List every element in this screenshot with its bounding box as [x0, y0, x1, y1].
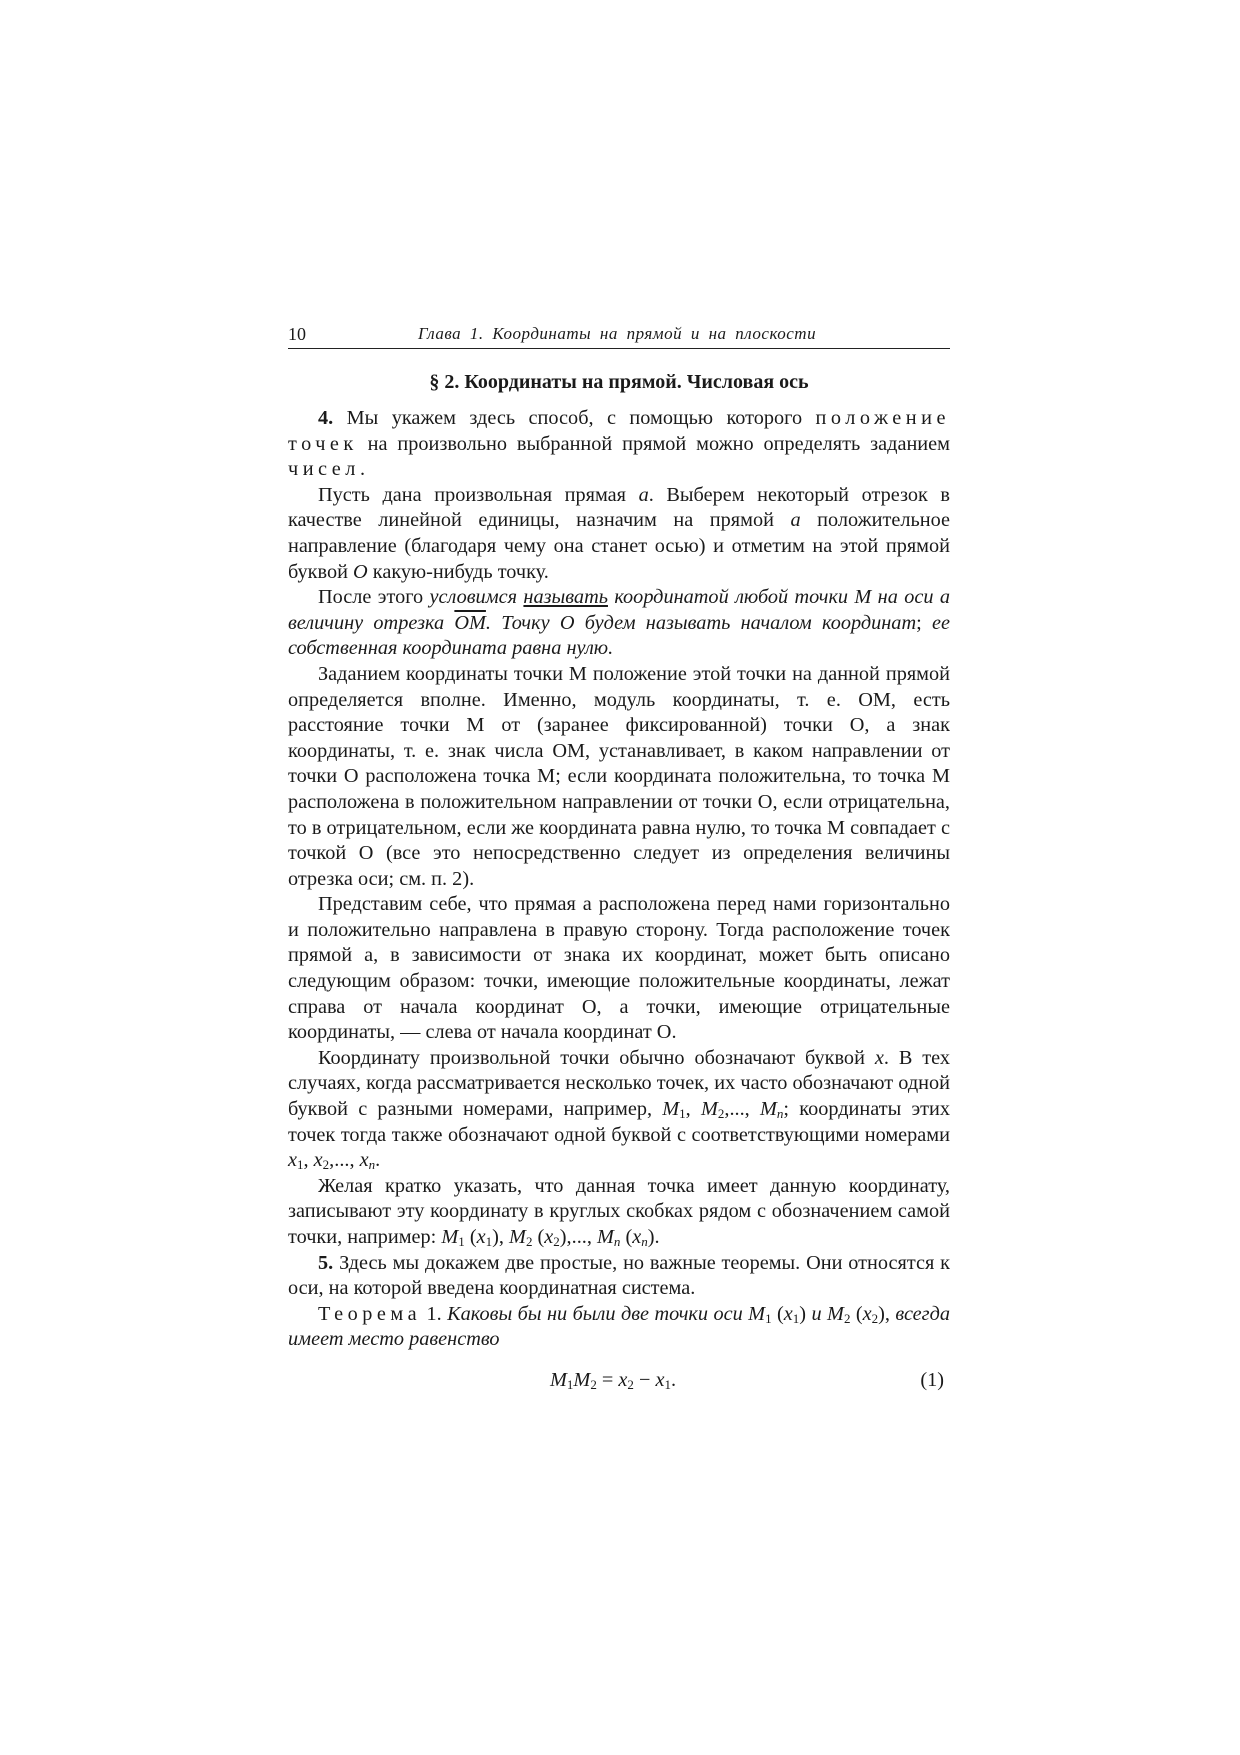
- paragraph-horizontal-line: Представим себе, что прямая a расположена перед нами горизонтально и положительно направлена в правую сторону. Тогда расположение точек прямой a, в зависимости от знака их координат, может быть описано следующим образом: точки, имеющие положительные координаты, лежат справа от начала координат O, а точки, имеющие отрицательные координаты, — слева от начала координат O.: [288, 893, 950, 1044]
- paragraph-coordinate-meaning: Заданием координаты точки M положение этой точки на данной прямой определяется вполне. Именно, модуль координаты, т. е. OM, есть расстояние точки M от (заранее фиксированной) точки O, а знак координаты, т. е. знак числа OM, устанавливает, в каком направлении от точки O расположена точка M; если координата положительна, то точка M расположена в положительном направлении от точки O, если отрицательна, то в отрицательном, если же координата равна нулю, то точка M совпадает с точкой O (все это непосредственно следует из определения величины отрезка оси; см. п. 2).: [288, 662, 950, 890]
- chapter-title: Глава 1. Координаты на прямой и на плоскости: [418, 324, 817, 343]
- paragraph-4: 4. Мы укажем здесь способ, с помощью которого положение точек на произвольно выбранной прямой можно определять заданием чисел.: [288, 407, 950, 481]
- formula-expression: $M_1M_2 = x_2 - x_1$.: [550, 1368, 677, 1392]
- paragraph-line-a: Пусть дана произвольная прямая a. Выберем некоторый отрезок в качестве линейной единицы, назначим на прямой a положительное направление (благодаря чему она станет осью) и отметим на этой прямой буквой O какую-нибудь точку.: [288, 483, 950, 583]
- formula-1: [288, 1363, 950, 1403]
- formula-number: (1): [920, 1368, 944, 1391]
- running-head: [288, 318, 950, 349]
- page: [288, 318, 950, 1403]
- paragraph-point-notation: Желая кратко указать, что данная точка имеет данную координату, записывают эту координату в круглых скобках рядом с обозначением самой точки, например: $M_1$ $(x_1)$, $M_2$ $(x_2)$,..., $M_n$ $(x_n)$.: [288, 1174, 950, 1249]
- paragraph-notation: Координату произвольной точки обычно обозначают буквой x. В тех случаях, когда рассматривается несколько точек, их часто обозначают одной буквой с разными номерами, например, $M_1$, $M_2$,..., $M_n$; координаты этих точек тогда также обозначают одной буквой с соответствующими номерами $x_1$, $x_2$,..., $x_n$.: [288, 1046, 951, 1173]
- paragraph-coordinate-definition: После этого условимся называть координатой любой точки M на оси a величину отрезка $\overline{OM}$. Точку O будем называть началом координат; ее собственная координата равна нулю.: [288, 586, 950, 660]
- section-title: § 2. Координаты на прямой. Числовая ось: [429, 371, 809, 393]
- page-number: 10: [288, 324, 306, 344]
- theorem-1: Теорема 1. Каковы бы ни были две точки оси $M_1$ $(x_1)$ и $M_2$ $(x_2)$, всегда имеет место равенство: [288, 1302, 950, 1351]
- paragraph-5: 5. Здесь мы докажем две простые, но важные теоремы. Они относятся к оси, на которой введена координатная система.: [288, 1251, 950, 1300]
